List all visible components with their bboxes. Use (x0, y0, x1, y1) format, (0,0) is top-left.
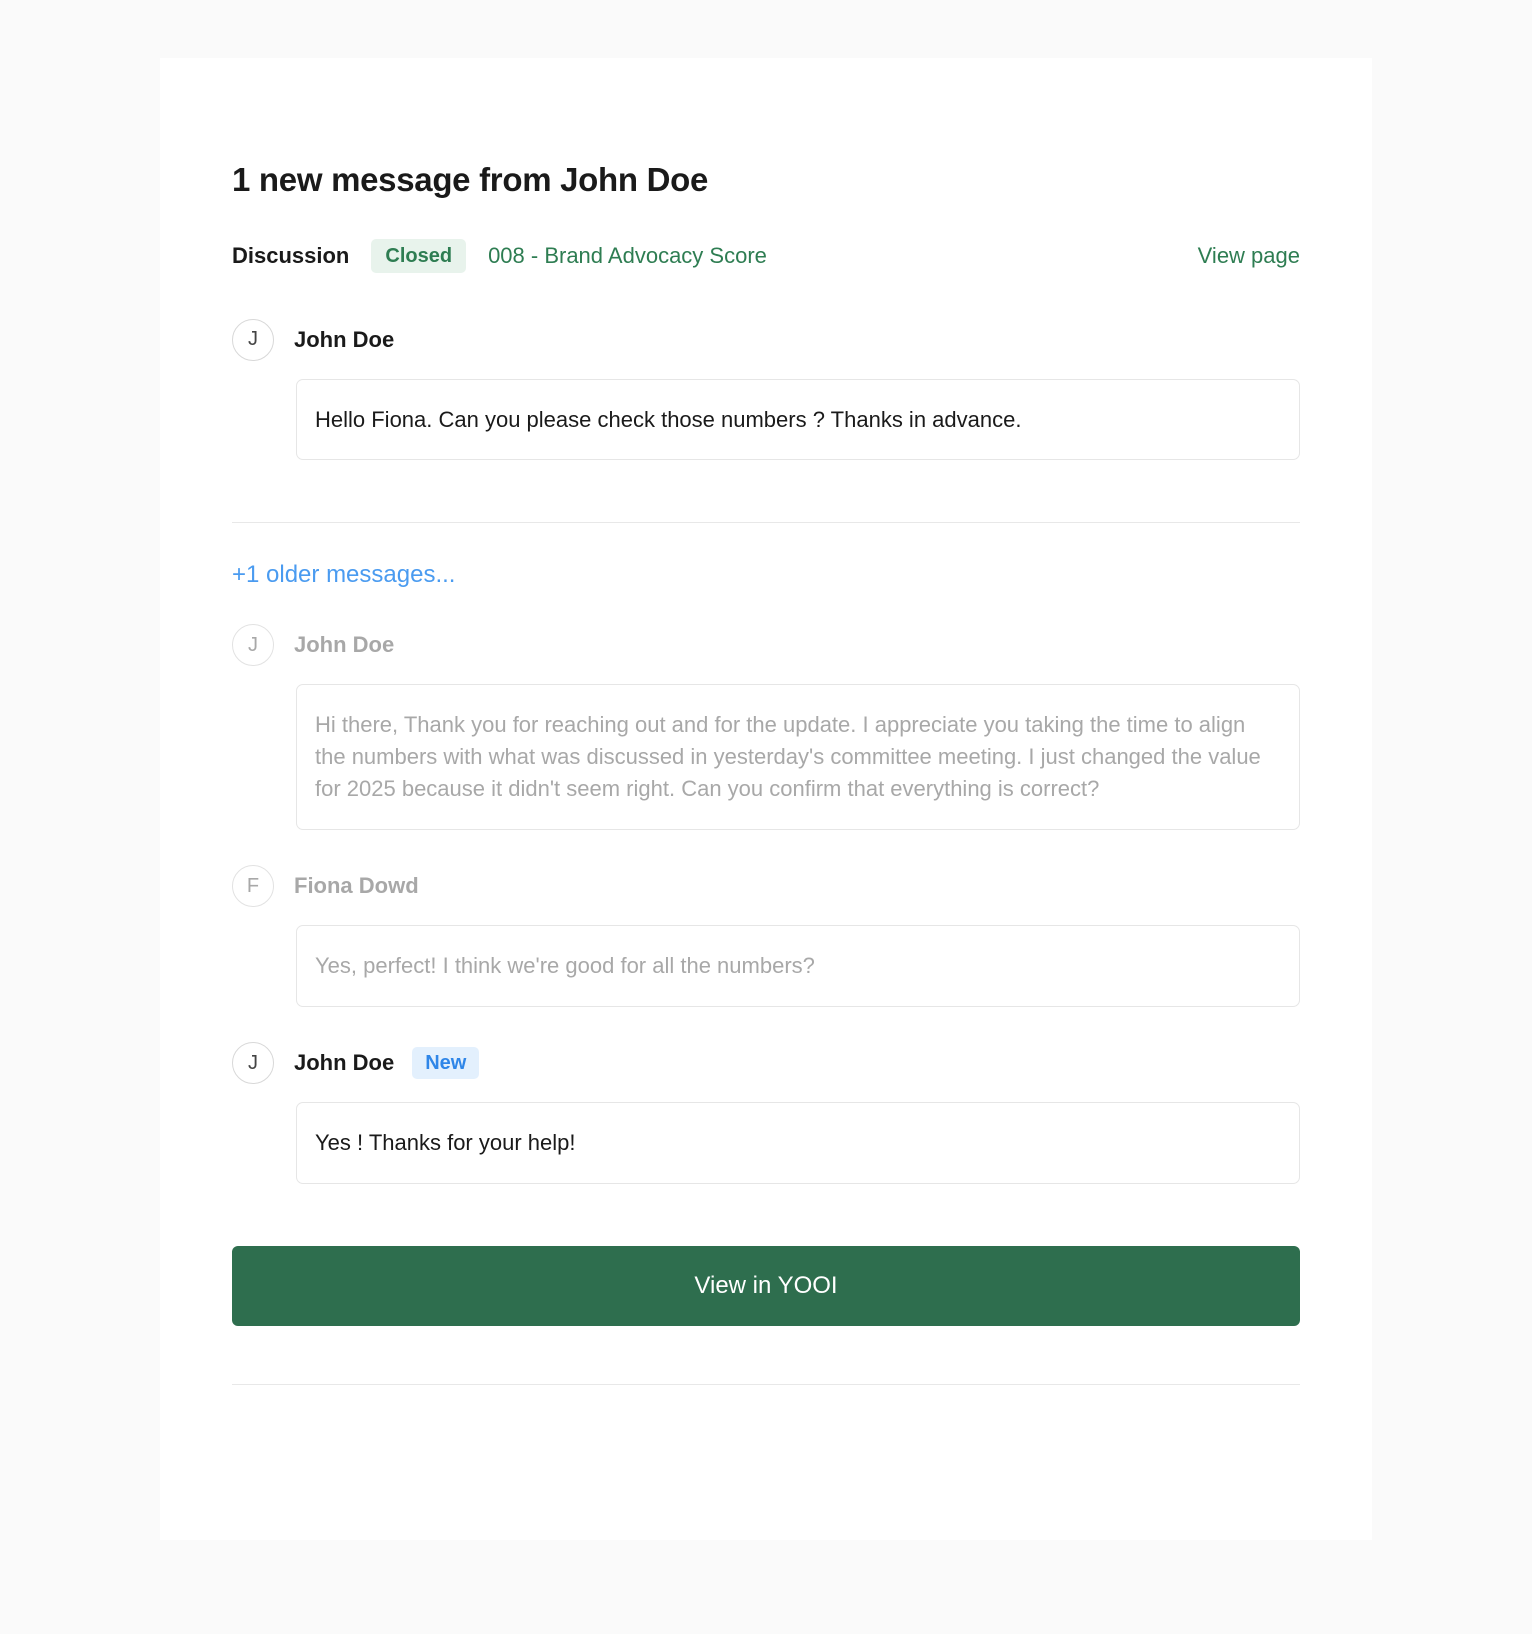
author-name: John Doe (294, 1050, 395, 1076)
new-badge: New (412, 1047, 479, 1079)
message-bubble: Hi there, Thank you for reaching out and for the update. I appreciate you taking the time to align the numbers with what was discussed in yesterday's committee meeting. I just changed the value for 2025 because it didn't seem right. Can you confirm that everything is correct? (296, 684, 1300, 830)
message-author-row (232, 1041, 1300, 1085)
older-message-2 (232, 864, 1300, 1007)
message-author-row (232, 623, 1300, 667)
message-author-row (232, 864, 1300, 908)
page-title: 1 new message from John Doe (232, 161, 709, 198)
avatar: F (232, 865, 274, 907)
avatar: J (232, 624, 274, 666)
message-bubble: Yes, perfect! I think we're good for all the numbers? (296, 925, 1300, 1007)
older-message-3 (232, 1041, 1300, 1184)
discussion-meta-row (232, 238, 1300, 274)
author-name: John Doe (294, 326, 395, 352)
view-in-yooi-button[interactable]: View in YOOI (232, 1246, 1300, 1326)
avatar: J (232, 319, 274, 361)
section-divider (232, 522, 1300, 523)
status-badge: Closed (371, 239, 466, 273)
author-name: Fiona Dowd (294, 873, 419, 899)
latest-message (232, 318, 1300, 461)
avatar: J (232, 1042, 274, 1084)
card-content (232, 58, 1300, 1385)
footer-divider (232, 1384, 1300, 1385)
discussion-label: Discussion (232, 242, 350, 268)
message-card (160, 58, 1372, 1540)
author-name: John Doe (294, 632, 395, 658)
older-messages-link[interactable]: +1 older messages... (232, 561, 456, 589)
message-bubble: Yes ! Thanks for your help! (296, 1102, 1300, 1184)
page-reference: 008 - Brand Advocacy Score (488, 242, 767, 268)
message-bubble: Hello Fiona. Can you please check those numbers ? Thanks in advance. (296, 379, 1300, 461)
message-author-row (232, 318, 1300, 362)
older-message-1 (232, 623, 1300, 830)
view-page-link[interactable]: View page (1197, 242, 1300, 268)
